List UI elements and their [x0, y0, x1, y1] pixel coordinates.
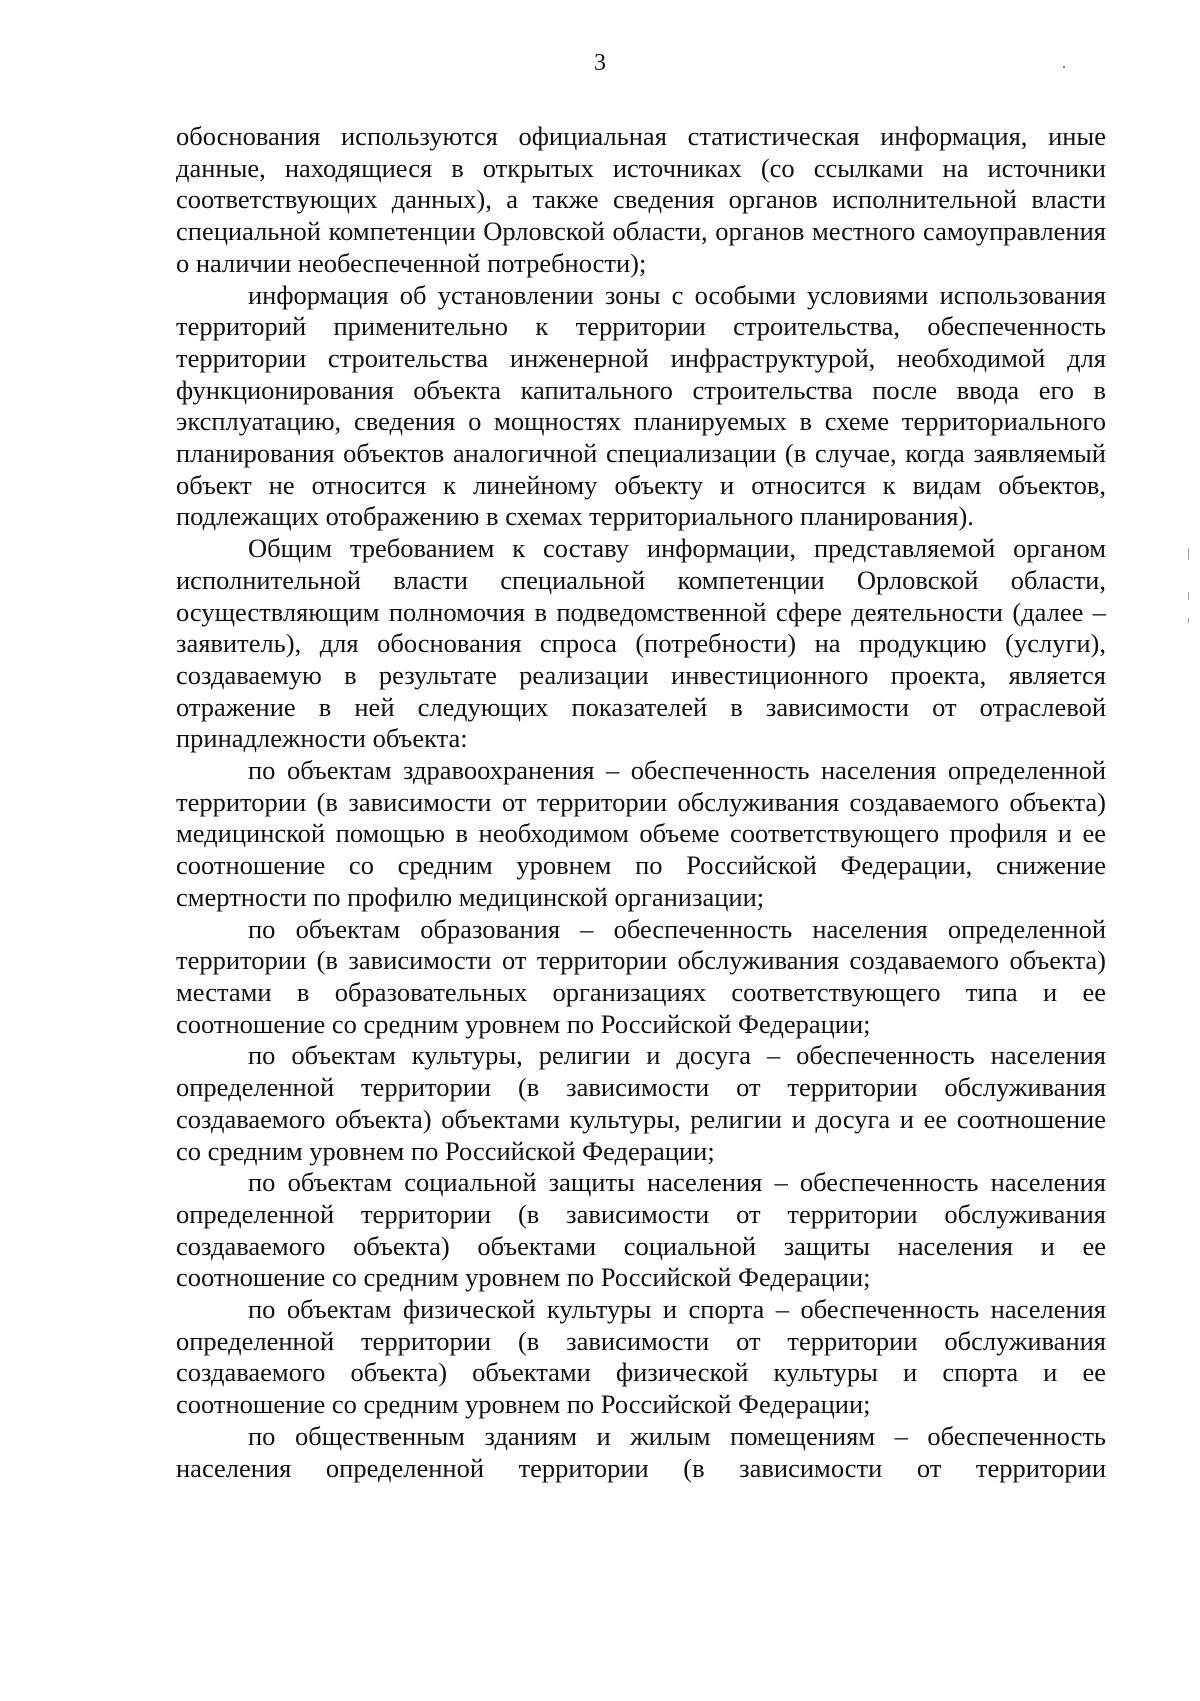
- paragraph-culture: по объектам культуры, религии и досуга – обеспеченность населения определенной территории (в зависимости от территории обслуживания создаваемого объекта) объектами культуры, религии и досуга и ее соотношение со средним уровнем по Российской Федерации;: [176, 1040, 1106, 1166]
- scan-speck: [1063, 66, 1065, 68]
- scan-edge-mark: [1188, 548, 1189, 560]
- paragraph-public-buildings: по общественным зданиям и жилым помещениям – обеспеченность населения определенной территории (в зависимости от территории: [176, 1420, 1106, 1483]
- paragraph-continued: обоснования используются официальная статистическая информация, иные данные, находящиеся в открытых источниках (со ссылками на источники соответствующих данных), а также сведения органов исполнительной власти специальной компетенции Орловской области, органов местного самоуправления о наличии необеспеченной потребности);: [176, 121, 1106, 278]
- paragraph-zone-info: информация об установлении зоны с особыми условиями использования территорий применительно к территории строительства, обеспеченность территории строительства инженерной инфраструктурой, необходимой для функционирования объекта капитального строительства после ввода его в эксплуатацию, сведения о мощностях планируемых в схеме территориального планирования объектов аналогичной специализации (в случае, когда заявляемый объект не относится к линейному объекту и относится к видам объектов, подлежащих отображению в схемах территориального планирования).: [176, 279, 1106, 532]
- scan-edge-mark: [1188, 618, 1189, 623]
- paragraph-general-requirement: Общим требованием к составу информации, представляемой органом исполнительной власти специальной компетенции Орловской области, осуществляющим полномочия в подведомственной сфере деятельности (далее – заявитель), для обоснования спроса (потребности) на продукцию (услуги), создаваемую в результате реализации инвестиционного проекта, является отражение в ней следующих показателей в зависимости от отраслевой принадлежности объекта:: [176, 533, 1106, 754]
- document-body: [176, 121, 1106, 1484]
- paragraph-social-protection: по объектам социальной защиты населения – обеспеченность населения определенной территории (в зависимости от территории обслуживания создаваемого объекта) объектами социальной защиты населения и ее соотношение со средним уровнем по Российской Федерации;: [176, 1167, 1106, 1293]
- page-number: 3: [594, 50, 606, 76]
- scan-edge-mark: [1188, 592, 1189, 600]
- paragraph-education: по объектам образования – обеспеченность населения определенной территории (в зависимости от территории обслуживания создаваемого объекта) местами в образовательных организациях соответствующего типа и ее соотношение со средним уровнем по Российской Федерации;: [176, 913, 1106, 1039]
- paragraph-sports: по объектам физической культуры и спорта – обеспеченность населения определенной территории (в зависимости от территории обслуживания создаваемого объекта) объектами физической культуры и спорта и ее соотношение со средним уровнем по Российской Федерации;: [176, 1294, 1106, 1420]
- paragraph-healthcare: по объектам здравоохранения – обеспеченность населения определенной территории (в зависимости от территории обслуживания создаваемого объекта) медицинской помощью в необходимом объеме соответствующего профиля и ее соотношение со средним уровнем по Российской Федерации, снижение смертности по профилю медицинской организации;: [176, 755, 1106, 912]
